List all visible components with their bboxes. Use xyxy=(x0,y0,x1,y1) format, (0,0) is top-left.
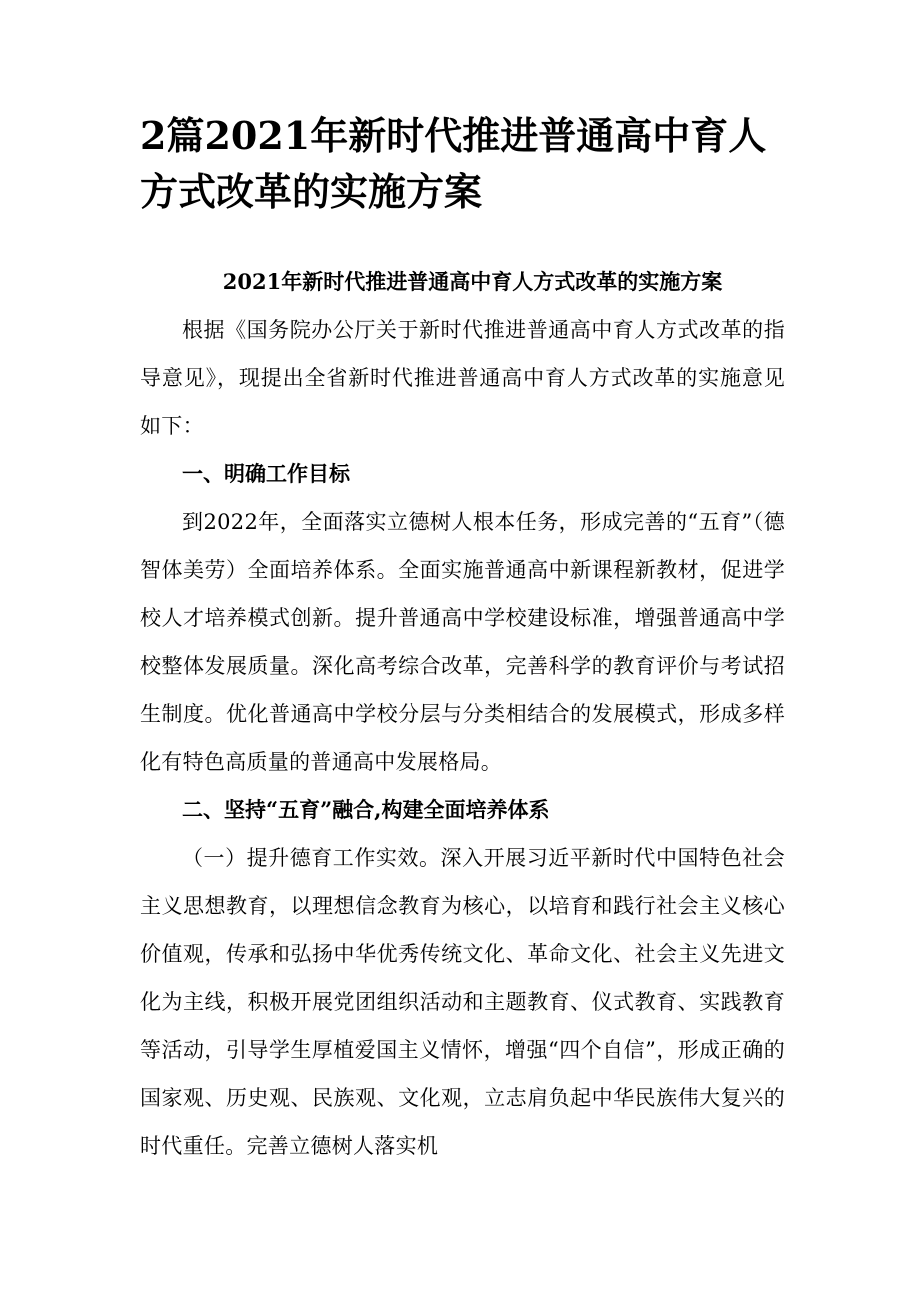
paragraph-work-goals: 到2022年，全面落实立德树人根本任务，形成完善的“五育”（德智体美劳）全面培养体系。全面实施普通高中新课程新教材，促进学校人才培养模式创新。提升普通高中学校建设标准，增强普通高中学校整体发展质量。深化高考综合改革，完善科学的教育评价与考试招生制度。优化普通高中学校分层与分类相结合的发展模式，形成多样化有特色高质量的普通高中发展格局。 xyxy=(140,510,785,774)
heading-work-goals: 一、明确工作目标 xyxy=(182,461,350,486)
intro-paragraph: 根据《国务院办公厅关于新时代推进普通高中育人方式改革的指导意见》，现提出全省新时代推进普通高中育人方式改革的实施意见如下： xyxy=(140,318,785,438)
document-title: 2篇2021年新时代推进普通高中育人方式改革的实施方案 xyxy=(140,113,767,214)
document-body xyxy=(140,258,785,1170)
paragraph-moral-education: （一）提升德育工作实效。深入开展习近平新时代中国特色社会主义思想教育，以理想信念教育为核心，以培育和践行社会主义核心价值观，传承和弘扬中华优秀传统文化、革命文化、社会主义先进文化为主线，积极开展党团组织活动和主题教育、仪式教育、实践教育等活动，引导学生厚植爱国主义情怀，增强“四个自信”，形成正确的国家观、历史观、民族观、文化观，立志肩负起中华民族伟大复兴的时代重任。完善立德树人落实机 xyxy=(140,846,785,1158)
heading-five-education: 二、坚持“五育”融合,构建全面培养体系 xyxy=(182,797,550,822)
section-title: 2021年新时代推进普通高中育人方式改革的实施方案 xyxy=(222,269,723,294)
